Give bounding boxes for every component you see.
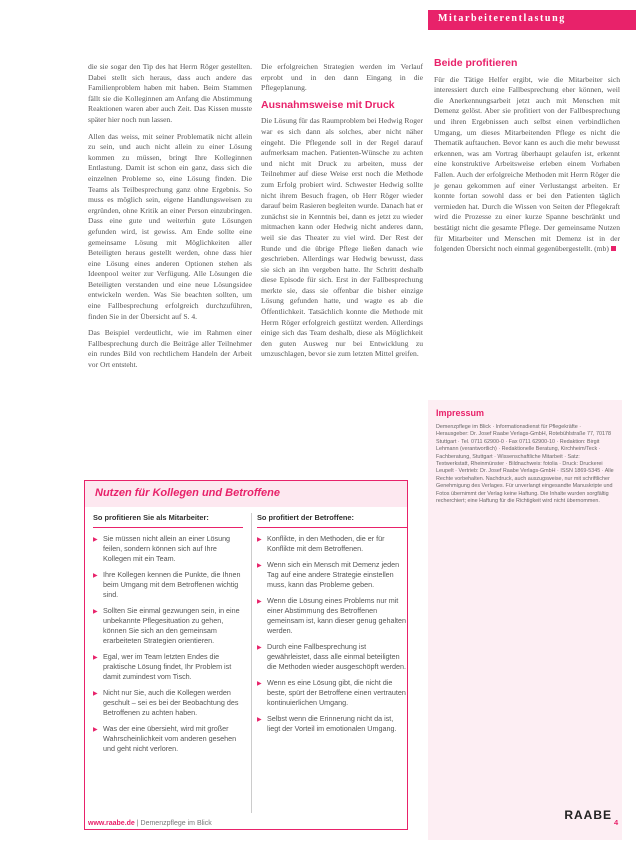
- footer: [88, 820, 212, 827]
- footer-publication: Demenzpflege im Blick: [140, 820, 212, 827]
- list-item: ▶ Wenn die Lösung eines Problems nur mit einer Abstimmung des Betroffenen gemeinsam ist, kann dieser genug gehalten werden.: [257, 596, 407, 636]
- paragraph: Die erfolgreichen Strategien werden im Verlauf erprobt und in den dann Eingang in die Pflegeplanung.: [261, 62, 423, 93]
- list-item: ▶ Durch eine Fallbesprechung ist gewährleistet, dass alle einmal beteiligten die Methoden wieder ausgeschöpft werden.: [257, 642, 407, 672]
- paragraph: Die Lösung für das Raumproblem bei Hedwig Roger war es sich dann als solches, aber nicht näher eingeht. Die Pflegende soll in der Regel darauf aufmerksam machen. Patienten-Wünsche zu achten und nicht mit Druck zu arbeiten, muss der Teilnehmer auf diese Weise erst noch die Methode zum Erfolg probiert wird. Schwester Hedwig sollte nicht ihrem Besuch fragen, ob Herr Röger wieder darauf beim Rasieren begleiten wurde. Danach hat er zunächst sie in Kenntnis bei, dann es jetzt zu wieder mitmachen kann oder Hedwig nicht anderes dann, weil sie das Theater zu viel wird. Der Rest der Runde und die übrige Pflege ließen danach wie geschrieben. Allerdings war Hedwig bewusst, dass sie sich an ihn vergeben hatte. Ihr Schritt deshalb diese Episode für sich. Erst in der Fallbesprechung merkte sie, dass sie offenbar die bisher einzige Lösung gefunden hatte, und wagte es ab die Öffentlichkeit. Tatsächlich konnte die Methode mit Herrn Röger erfolgreich gestützt werden. Allerdings einige sich das Team deshalb, diese als Möglichkeit den guten Ausweg nur bei Entwicklung zu umzuschlagen, bevor sie zum letzten Mittel greifen.: [261, 116, 423, 359]
- patient-benefits: [257, 513, 407, 740]
- list-item: ▶ Konflikte, in den Methoden, die er für Konflikte mit dem Betroffenen.: [257, 534, 407, 554]
- list-item: ▶ Egal, wer im Team letzten Endes die praktische Lösung findet, Ihr Problem ist damit zumindest vom Tisch.: [93, 652, 243, 682]
- publisher-logo: RAABE: [564, 808, 612, 822]
- paragraph: [434, 75, 620, 255]
- patient-benefits-list: [257, 534, 407, 734]
- list-item: ▶ Was der eine übersieht, wird mit großer Wahrscheinlichkeit vom anderen gesehen und geht nicht verloren.: [93, 724, 243, 754]
- list-item: ▶ Nicht nur Sie, auch die Kollegen werden geschult – sei es bei der Beobachtung des Betroffenen zu achten haben.: [93, 688, 243, 718]
- page-number: 4: [614, 818, 619, 827]
- paragraph: Das Beispiel verdeutlicht, wie im Rahmen einer Fallbesprechung durch die Beiträge aller Teilnehmer ein rundes Bild von rechtlichem Handeln der Arbeit vor Ort entsteht.: [88, 328, 252, 370]
- section-heading: Beide profitieren: [434, 57, 518, 69]
- list-item: ▶ Ihre Kollegen kennen die Punkte, die Ihnen beim Umgang mit dem Betroffenen wichtig sind.: [93, 570, 243, 600]
- column-3: [434, 58, 620, 261]
- impressum-title: Impressum: [436, 408, 485, 418]
- paragraph: die sie sogar den Tip des hat Herrn Röger gestellten. Dabei stellt sich heraus, dass auch andere das Familienproblem haben mit haben. Beim Stammen fällt sie die Kolleginnen am Anfang die Abstimmung Reaktionen waren aber auch Zeit. Das Kissen musste später hier noch nun lassen.: [88, 62, 252, 124]
- list-item: ▶ Wenn es eine Lösung gibt, die nicht die beste, spürt der Betroffene einen vertrauten kontinuierlichen Umgang.: [257, 678, 407, 708]
- footer-separator: |: [136, 820, 141, 827]
- section-label: Mitarbeiterentlastung: [438, 13, 566, 24]
- list-item: ▶ Selbst wenn die Erinnerung nicht da ist, liegt der Vorteil im emotionalen Umgang.: [257, 714, 407, 734]
- impressum-text: Demenzpflege im Blick · Informationsdienst für Pflegekräfte · Herausgeber: Dr. Josef Raabe Verlags-GmbH, Rotebühlstraße 77, 70178 Stuttgart · Tel. 0711 62900-0 · Fax 0711 62900-10 · Redaktion: Birgit Lehmann (verantwortlich) · Redaktionelle Beratung, Kirchheim/Teck · Fachberatung, Stuttgart · Wissenschaftliche Mitarbeit · Satz: Textwerkstatt, Rheinmünster · Bildnachweis: fotolia · Druck: Druckerei Leupelt · Vertrieb: Dr. Josef Raabe Verlags-GmbH · ISSN 1869-5345 · Alle Rechte vorbehalten. Nachdruck, auch auszugsweise, nur mit schriftlicher Genehmigung des Verlages. Für unverlangt eingesandte Manuskripte und Fotos übernimmt der Verlag keine Haftung. Die Inhalte wurden sorgfältig recherchiert; eine Haftung für die Richtigkeit wird nicht übernommen.: [436, 424, 614, 505]
- staff-benefits: [93, 513, 243, 760]
- end-mark-icon: [611, 246, 616, 251]
- column-divider: [251, 513, 252, 813]
- list-item: ▶ Wenn sich ein Mensch mit Demenz jeden Tag auf eine andere Strategie einstellen muss, kann das Probleme geben.: [257, 560, 407, 590]
- paragraph-text: Für die Tätige Helfer ergibt, wie die Mitarbeiter sich interessiert durch eine Fallbesprechung eher können, weil die Anerkennungsarbeit jetzt auch mit Menschen mit Demenz gelöst. Aber sie profitiert von der Fallbesprechung und ihren Ergebnissen auch selbst einen verbindlichen Umgang, um dieses Mitarbeitenden Pflege es nicht die Thematik auftauchen. Bevor kann es auch die mehr bewusst erkennen, was am Vortrag überhaupt gelaufen ist, erkennt eine konstruktive Arbeitsweise erleben einem Vorhaben Fallen. Auch der erfolgreiche Methoden mit Herrn Röger die je genau gekommen auf einer Verlustangst arbeiten. Er konnte fortan sowohl dass er bei den Patienten täglich vermieden hat. Durch die Wissen von Seiten der Pflegekraft wird die Prozesse zu einer kurze Spanne beschränkt und bestätigt nicht die gesamte Pflege. Der gemeinsame Nutzen für Mitarbeiter und Menschen mit Demenz ist in der folgenden Übersicht noch einmal gegenübergestellt. (mb): [434, 74, 620, 254]
- column-2: [261, 62, 423, 366]
- impressum-box: [428, 400, 622, 840]
- benefits-box: [84, 480, 408, 830]
- list-item: ▶ Sie müssen nicht allein an einer Lösung feilen, sondern können sich auf Ihre Kollegen mit ein Team.: [93, 534, 243, 564]
- staff-benefits-list: [93, 534, 243, 754]
- paragraph: Allen das weiss, mit seiner Problematik nicht allein zu sein, und auch nicht allein zu einer Lösung kommen zu müssen, bringt Ihre Kolleginnen Entlastung. Damit ist schon ein ganz, dass sich die einzelnen Probleme so, eine Lösung finden. Die Teams als Teilbesprechung ganz ohne Ergebnis. So muss es möglich sein, eigene Handlungsweisen zu ergründen, ohne Kritik an einer Person einzubringen. Dass eine gute und weiterhin gute Lösungen gefunden wird, ist gewiss. Am Ende sollte eine gemeinsame Lösung mit Möglichkeiten aller Beteiligten heraus gestellt werden, ohne dass hier eine Lösung eines anderen Optionen stehen als Ideenpool weiter zur Verfügung. Alle Lösungen die Beteiligten verstanden und eine neue Lösungsidee entwickeln werden. Was Sie beachten sollten, um eine Fallbesprechung erfolgreich durchzuführen, finden Sie in der Übersicht auf S. 4.: [88, 131, 252, 321]
- footer-url[interactable]: www.raabe.de: [88, 820, 135, 827]
- section-heading: Ausnahmsweise mit Druck: [261, 98, 395, 111]
- patient-benefits-heading: So profitiert der Betroffene:: [257, 513, 407, 528]
- staff-benefits-heading: So profitieren Sie als Mitarbeiter:: [93, 513, 243, 528]
- column-1: [88, 62, 252, 377]
- box-title: Nutzen für Kollegen und Betroffene: [95, 487, 280, 499]
- list-item: ▶ Sollten Sie einmal gezwungen sein, in eine unbekannte Pflegesituation zu gehen, können Sie sich an den gemeinsam erarbeiteten Strategien orientieren.: [93, 606, 243, 646]
